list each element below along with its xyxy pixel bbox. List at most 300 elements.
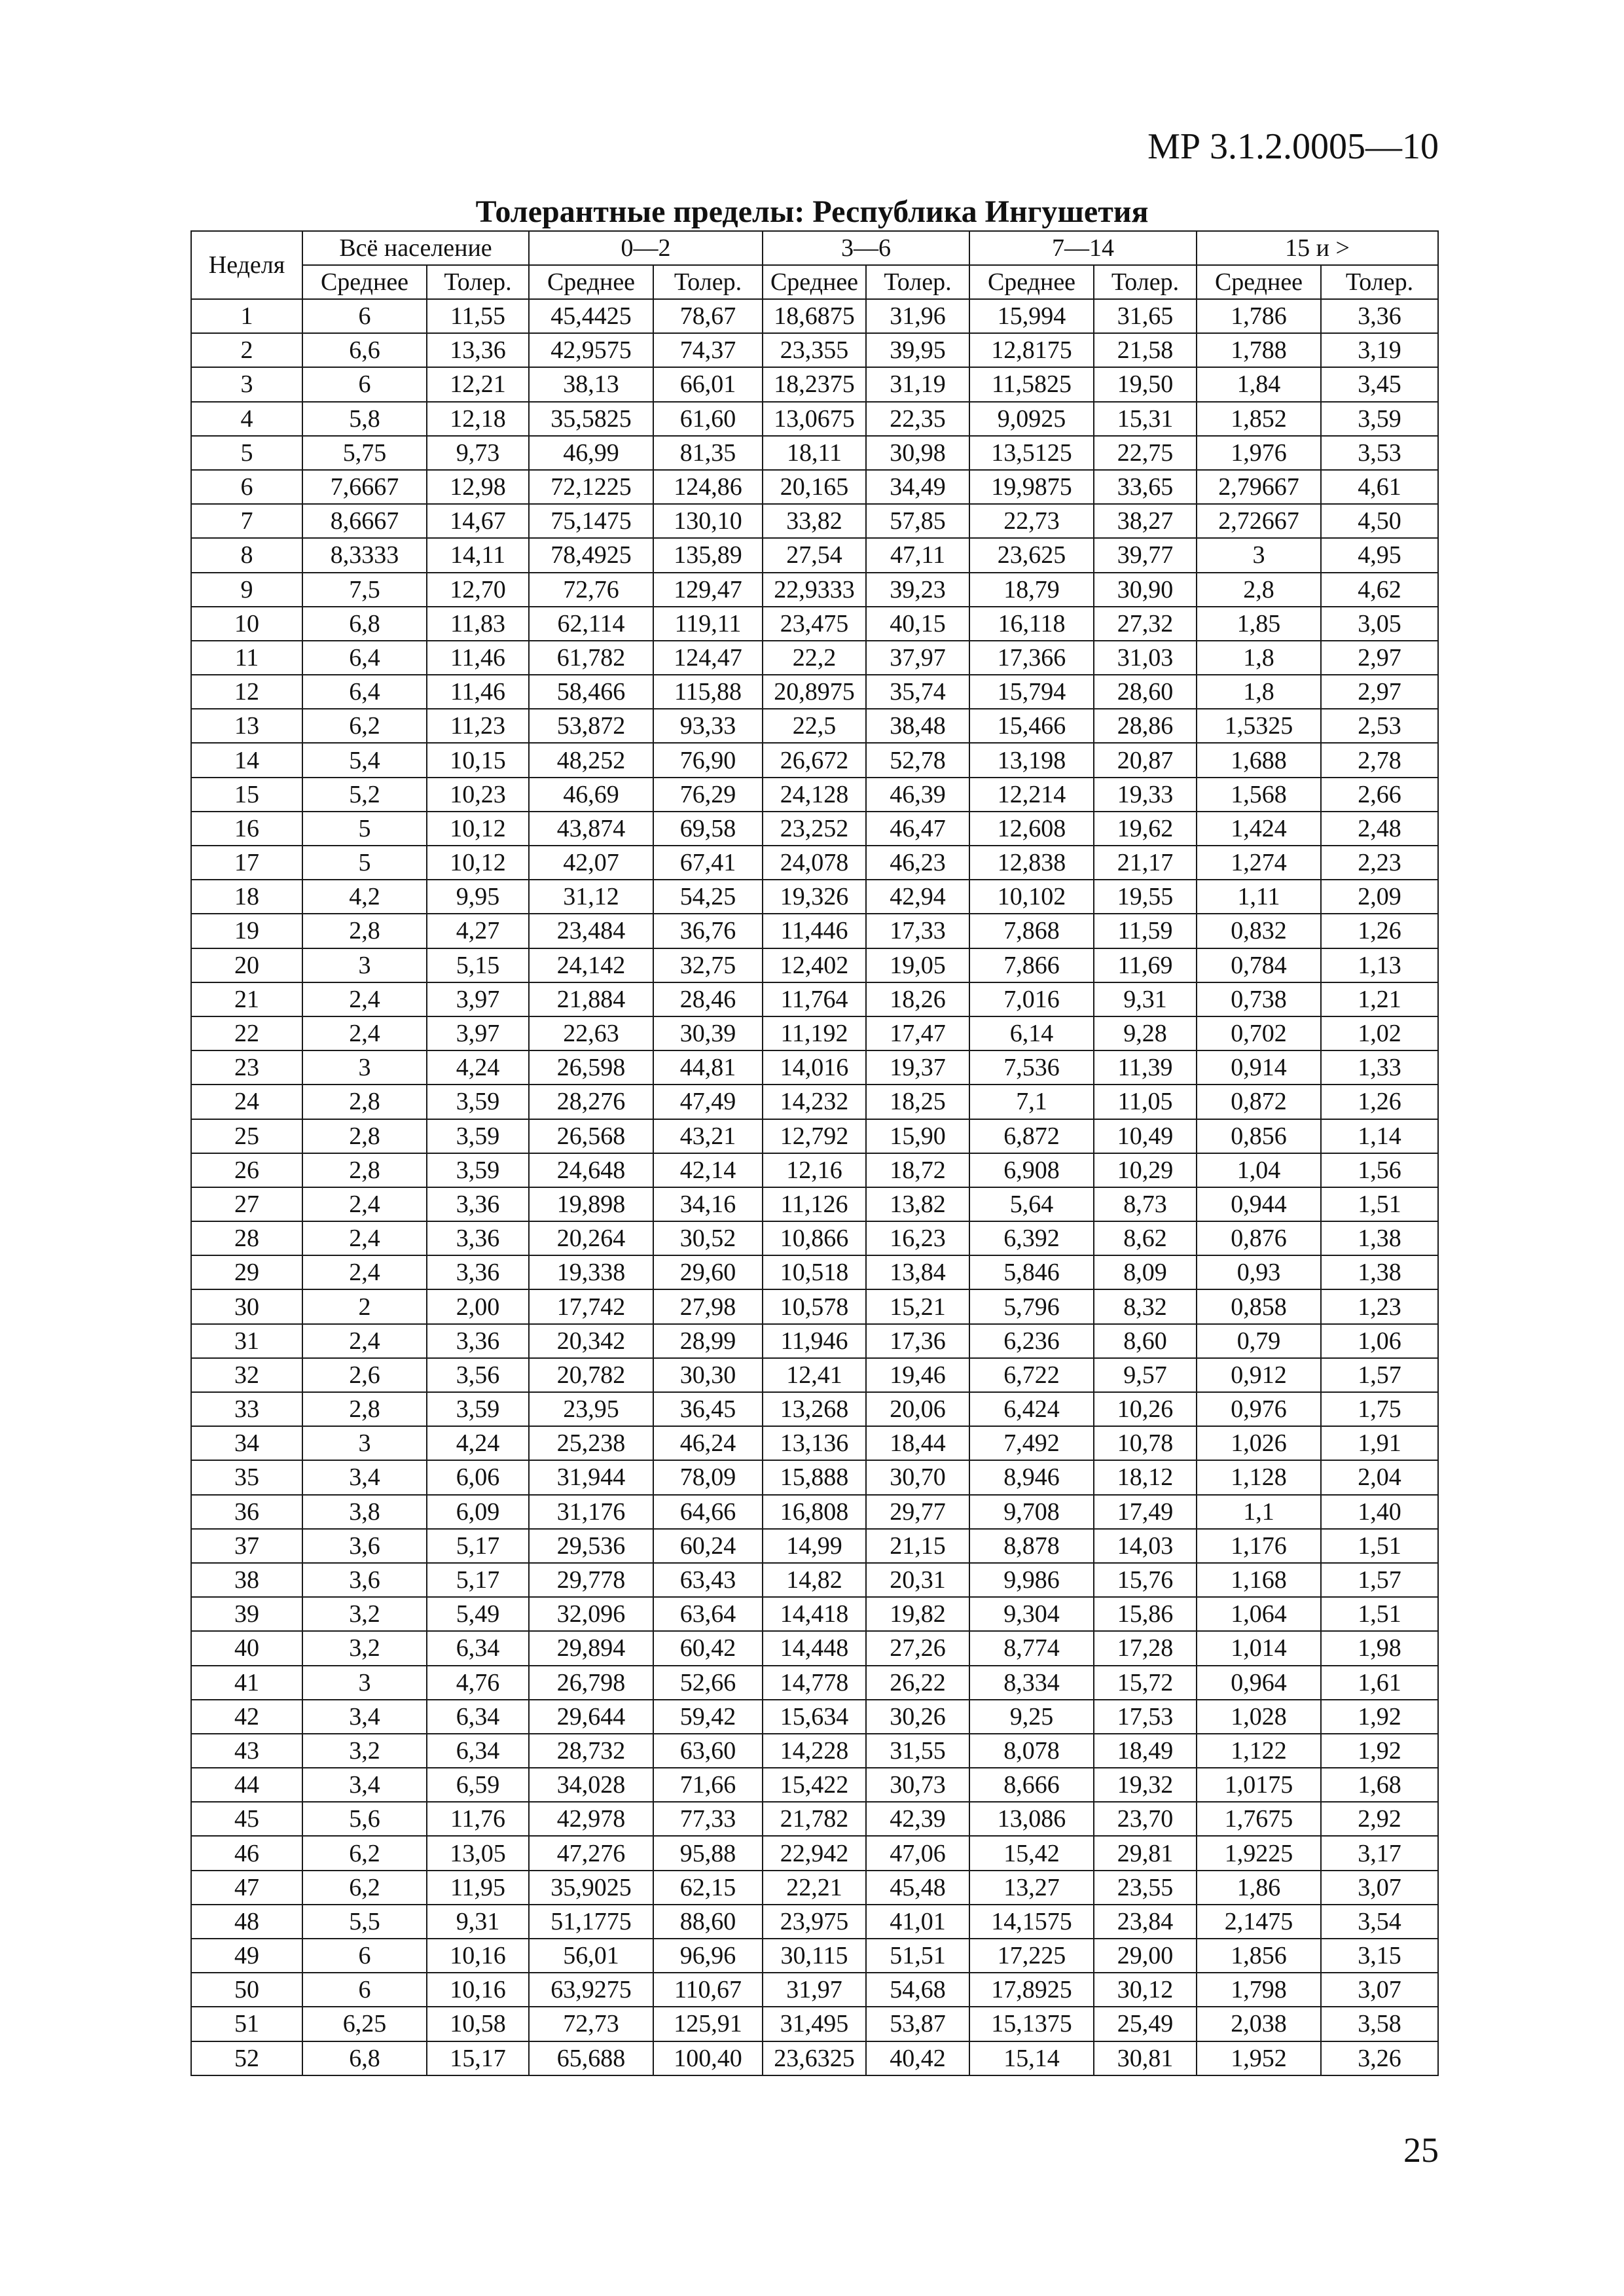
- value-cell: 1,61: [1321, 1666, 1438, 1700]
- value-cell: 20,782: [529, 1358, 653, 1392]
- value-cell: 5,17: [427, 1563, 529, 1597]
- value-cell: 42,39: [866, 1802, 969, 1836]
- value-cell: 19,82: [866, 1597, 969, 1631]
- value-cell: 0,702: [1197, 1016, 1321, 1050]
- value-cell: 5,64: [969, 1187, 1094, 1221]
- value-cell: 6,34: [427, 1700, 529, 1734]
- value-cell: 77,33: [653, 1802, 763, 1836]
- value-cell: 0,738: [1197, 982, 1321, 1016]
- value-cell: 10,518: [763, 1255, 866, 1289]
- value-cell: 15,794: [969, 675, 1094, 709]
- value-cell: 12,70: [427, 573, 529, 607]
- value-cell: 35,74: [866, 675, 969, 709]
- value-cell: 6,34: [427, 1631, 529, 1665]
- value-cell: 3,53: [1321, 436, 1438, 470]
- value-cell: 65,688: [529, 2041, 653, 2075]
- value-cell: 26,22: [866, 1666, 969, 1700]
- value-cell: 6: [302, 367, 427, 401]
- group-header: 0—2: [529, 231, 763, 265]
- table-row: [191, 1460, 1438, 1494]
- value-cell: 1,14: [1321, 1119, 1438, 1153]
- value-cell: 14,228: [763, 1734, 866, 1768]
- value-cell: 11,5825: [969, 367, 1094, 401]
- value-cell: 31,03: [1094, 641, 1197, 675]
- value-cell: 17,47: [866, 1016, 969, 1050]
- value-cell: 13,198: [969, 743, 1094, 777]
- value-cell: 9,95: [427, 880, 529, 914]
- value-cell: 4,76: [427, 1666, 529, 1700]
- table-row: [191, 573, 1438, 607]
- value-cell: 18,12: [1094, 1460, 1197, 1494]
- value-cell: 15,17: [427, 2041, 529, 2075]
- subheader: Толер.: [1321, 265, 1438, 299]
- table-row: [191, 1255, 1438, 1289]
- value-cell: 6,4: [302, 675, 427, 709]
- value-cell: 10,58: [427, 2007, 529, 2041]
- table-row: [191, 1495, 1438, 1529]
- week-cell: 30: [191, 1289, 302, 1323]
- value-cell: 17,53: [1094, 1700, 1197, 1734]
- value-cell: 6: [302, 299, 427, 333]
- value-cell: 1,856: [1197, 1939, 1321, 1973]
- value-cell: 2,8: [302, 1392, 427, 1426]
- value-cell: 9,986: [969, 1563, 1094, 1597]
- week-cell: 16: [191, 812, 302, 846]
- value-cell: 3,45: [1321, 367, 1438, 401]
- value-cell: 15,994: [969, 299, 1094, 333]
- value-cell: 15,76: [1094, 1563, 1197, 1597]
- value-cell: 51,1775: [529, 1905, 653, 1939]
- value-cell: 2,038: [1197, 2007, 1321, 2041]
- value-cell: 1,40: [1321, 1495, 1438, 1529]
- table-row: [191, 641, 1438, 675]
- value-cell: 22,35: [866, 402, 969, 436]
- table-row: [191, 2041, 1438, 2075]
- subheader: Толер.: [1094, 265, 1197, 299]
- week-cell: 38: [191, 1563, 302, 1597]
- week-cell: 27: [191, 1187, 302, 1221]
- value-cell: 14,418: [763, 1597, 866, 1631]
- value-cell: 5,4: [302, 743, 427, 777]
- value-cell: 3,07: [1321, 1871, 1438, 1905]
- value-cell: 63,60: [653, 1734, 763, 1768]
- value-cell: 1,92: [1321, 1700, 1438, 1734]
- value-cell: 2,00: [427, 1289, 529, 1323]
- value-cell: 24,078: [763, 846, 866, 880]
- value-cell: 5,6: [302, 1802, 427, 1836]
- value-cell: 37,97: [866, 641, 969, 675]
- value-cell: 1,57: [1321, 1358, 1438, 1392]
- value-cell: 9,31: [427, 1905, 529, 1939]
- value-cell: 1,122: [1197, 1734, 1321, 1768]
- value-cell: 6,6: [302, 333, 427, 367]
- value-cell: 51,51: [866, 1939, 969, 1973]
- table-row: [191, 1597, 1438, 1631]
- table-row: [191, 743, 1438, 777]
- value-cell: 33,82: [763, 504, 866, 538]
- value-cell: 6,392: [969, 1221, 1094, 1255]
- value-cell: 78,09: [653, 1460, 763, 1494]
- value-cell: 2,97: [1321, 641, 1438, 675]
- value-cell: 0,79: [1197, 1324, 1321, 1358]
- value-cell: 1,568: [1197, 778, 1321, 812]
- value-cell: 23,355: [763, 333, 866, 367]
- value-cell: 23,252: [763, 812, 866, 846]
- table-row: [191, 914, 1438, 948]
- value-cell: 3,17: [1321, 1836, 1438, 1870]
- value-cell: 2,53: [1321, 709, 1438, 743]
- value-cell: 6,908: [969, 1153, 1094, 1187]
- table-row: [191, 1734, 1438, 1768]
- week-cell: 42: [191, 1700, 302, 1734]
- table-row: [191, 470, 1438, 504]
- value-cell: 2,8: [302, 1119, 427, 1153]
- value-cell: 31,19: [866, 367, 969, 401]
- value-cell: 19,338: [529, 1255, 653, 1289]
- value-cell: 11,192: [763, 1016, 866, 1050]
- value-cell: 2,09: [1321, 880, 1438, 914]
- value-cell: 96,96: [653, 1939, 763, 1973]
- value-cell: 24,648: [529, 1153, 653, 1187]
- value-cell: 12,402: [763, 948, 866, 982]
- value-cell: 11,764: [763, 982, 866, 1016]
- value-cell: 95,88: [653, 1836, 763, 1870]
- value-cell: 18,6875: [763, 299, 866, 333]
- week-cell: 23: [191, 1050, 302, 1085]
- value-cell: 3,19: [1321, 333, 1438, 367]
- value-cell: 19,50: [1094, 367, 1197, 401]
- table-row: [191, 1085, 1438, 1119]
- value-cell: 1,84: [1197, 367, 1321, 401]
- value-cell: 23,484: [529, 914, 653, 948]
- table-row: [191, 880, 1438, 914]
- value-cell: 1,688: [1197, 743, 1321, 777]
- value-cell: 31,65: [1094, 299, 1197, 333]
- value-cell: 15,466: [969, 709, 1094, 743]
- value-cell: 3,36: [427, 1187, 529, 1221]
- value-cell: 6,2: [302, 1836, 427, 1870]
- value-cell: 3,36: [1321, 299, 1438, 333]
- week-cell: 46: [191, 1836, 302, 1870]
- value-cell: 1,852: [1197, 402, 1321, 436]
- value-cell: 1,176: [1197, 1529, 1321, 1563]
- table-row: [191, 1700, 1438, 1734]
- value-cell: 1,38: [1321, 1221, 1438, 1255]
- value-cell: 6,872: [969, 1119, 1094, 1153]
- value-cell: 8,878: [969, 1529, 1094, 1563]
- value-cell: 2: [302, 1289, 427, 1323]
- value-cell: 7,1: [969, 1085, 1094, 1119]
- value-cell: 6,424: [969, 1392, 1094, 1426]
- value-cell: 22,5: [763, 709, 866, 743]
- value-cell: 1,38: [1321, 1255, 1438, 1289]
- value-cell: 8,6667: [302, 504, 427, 538]
- value-cell: 3,4: [302, 1460, 427, 1494]
- value-cell: 18,26: [866, 982, 969, 1016]
- page-number: 25: [1403, 2130, 1439, 2170]
- week-cell: 25: [191, 1119, 302, 1153]
- week-cell: 34: [191, 1426, 302, 1460]
- week-cell: 48: [191, 1905, 302, 1939]
- value-cell: 5: [302, 812, 427, 846]
- value-cell: 1,68: [1321, 1768, 1438, 1802]
- value-cell: 6,14: [969, 1016, 1094, 1050]
- value-cell: 57,85: [866, 504, 969, 538]
- value-cell: 28,86: [1094, 709, 1197, 743]
- value-cell: 16,118: [969, 607, 1094, 641]
- value-cell: 1,85: [1197, 607, 1321, 641]
- value-cell: 1,21: [1321, 982, 1438, 1016]
- value-cell: 0,876: [1197, 1221, 1321, 1255]
- value-cell: 11,446: [763, 914, 866, 948]
- value-cell: 7,6667: [302, 470, 427, 504]
- value-cell: 11,39: [1094, 1050, 1197, 1085]
- value-cell: 67,41: [653, 846, 763, 880]
- value-cell: 27,26: [866, 1631, 969, 1665]
- value-cell: 7,536: [969, 1050, 1094, 1085]
- value-cell: 5,5: [302, 1905, 427, 1939]
- week-header: Неделя: [191, 231, 302, 299]
- value-cell: 42,14: [653, 1153, 763, 1187]
- value-cell: 35,9025: [529, 1871, 653, 1905]
- value-cell: 110,67: [653, 1973, 763, 2007]
- value-cell: 64,66: [653, 1495, 763, 1529]
- value-cell: 28,60: [1094, 675, 1197, 709]
- value-cell: 63,64: [653, 1597, 763, 1631]
- value-cell: 8,60: [1094, 1324, 1197, 1358]
- value-cell: 135,89: [653, 538, 763, 572]
- week-cell: 50: [191, 1973, 302, 2007]
- value-cell: 34,49: [866, 470, 969, 504]
- value-cell: 3,8: [302, 1495, 427, 1529]
- value-cell: 17,33: [866, 914, 969, 948]
- value-cell: 3,26: [1321, 2041, 1438, 2075]
- value-cell: 5,2: [302, 778, 427, 812]
- table-row: [191, 1426, 1438, 1460]
- value-cell: 78,4925: [529, 538, 653, 572]
- value-cell: 29,894: [529, 1631, 653, 1665]
- week-cell: 44: [191, 1768, 302, 1802]
- value-cell: 17,28: [1094, 1631, 1197, 1665]
- table-row: [191, 1187, 1438, 1221]
- value-cell: 11,46: [427, 675, 529, 709]
- value-cell: 3,05: [1321, 607, 1438, 641]
- value-cell: 7,866: [969, 948, 1094, 982]
- value-cell: 36,76: [653, 914, 763, 948]
- value-cell: 0,832: [1197, 914, 1321, 948]
- value-cell: 3: [302, 948, 427, 982]
- subheader: Среднее: [969, 265, 1094, 299]
- value-cell: 3,6: [302, 1563, 427, 1597]
- value-cell: 19,62: [1094, 812, 1197, 846]
- week-cell: 40: [191, 1631, 302, 1665]
- week-cell: 47: [191, 1871, 302, 1905]
- value-cell: 2,04: [1321, 1460, 1438, 1494]
- value-cell: 2,8: [302, 914, 427, 948]
- value-cell: 75,1475: [529, 504, 653, 538]
- value-cell: 23,55: [1094, 1871, 1197, 1905]
- value-cell: 1,8: [1197, 675, 1321, 709]
- table-row: [191, 778, 1438, 812]
- value-cell: 19,9875: [969, 470, 1094, 504]
- table-row: [191, 1324, 1438, 1358]
- value-cell: 4,61: [1321, 470, 1438, 504]
- value-cell: 1,798: [1197, 1973, 1321, 2007]
- value-cell: 17,742: [529, 1289, 653, 1323]
- value-cell: 1,57: [1321, 1563, 1438, 1597]
- document-code: МР 3.1.2.0005—10: [1147, 126, 1439, 167]
- value-cell: 46,23: [866, 846, 969, 880]
- value-cell: 1,92: [1321, 1734, 1438, 1768]
- value-cell: 2,4: [302, 1324, 427, 1358]
- value-cell: 43,21: [653, 1119, 763, 1153]
- group-header-row: [191, 231, 1438, 265]
- value-cell: 5: [302, 846, 427, 880]
- value-cell: 11,76: [427, 1802, 529, 1836]
- value-cell: 1,1: [1197, 1495, 1321, 1529]
- table-row: [191, 1631, 1438, 1665]
- value-cell: 48,252: [529, 743, 653, 777]
- value-cell: 119,11: [653, 607, 763, 641]
- value-cell: 17,36: [866, 1324, 969, 1358]
- value-cell: 15,72: [1094, 1666, 1197, 1700]
- value-cell: 5,796: [969, 1289, 1094, 1323]
- value-cell: 0,784: [1197, 948, 1321, 982]
- table-row: [191, 1016, 1438, 1050]
- value-cell: 38,13: [529, 367, 653, 401]
- value-cell: 3: [1197, 538, 1321, 572]
- value-cell: 4,62: [1321, 573, 1438, 607]
- value-cell: 1,26: [1321, 1085, 1438, 1119]
- value-cell: 11,83: [427, 607, 529, 641]
- value-cell: 13,27: [969, 1871, 1094, 1905]
- value-cell: 29,00: [1094, 1939, 1197, 1973]
- value-cell: 42,978: [529, 1802, 653, 1836]
- value-cell: 1,0175: [1197, 1768, 1321, 1802]
- value-cell: 15,42: [969, 1836, 1094, 1870]
- value-cell: 1,168: [1197, 1563, 1321, 1597]
- value-cell: 15,86: [1094, 1597, 1197, 1631]
- value-cell: 17,366: [969, 641, 1094, 675]
- subheader: Среднее: [1197, 265, 1321, 299]
- group-header: 7—14: [969, 231, 1197, 265]
- week-cell: 49: [191, 1939, 302, 1973]
- week-cell: 3: [191, 367, 302, 401]
- value-cell: 14,778: [763, 1666, 866, 1700]
- value-cell: 1,026: [1197, 1426, 1321, 1460]
- value-cell: 5,846: [969, 1255, 1094, 1289]
- value-cell: 1,064: [1197, 1597, 1321, 1631]
- subheader: Толер.: [427, 265, 529, 299]
- value-cell: 32,096: [529, 1597, 653, 1631]
- value-cell: 1,9225: [1197, 1836, 1321, 1870]
- table-row: [191, 1939, 1438, 1973]
- value-cell: 26,568: [529, 1119, 653, 1153]
- value-cell: 29,77: [866, 1495, 969, 1529]
- value-cell: 39,95: [866, 333, 969, 367]
- table-row: [191, 402, 1438, 436]
- value-cell: 11,69: [1094, 948, 1197, 982]
- value-cell: 60,24: [653, 1529, 763, 1563]
- value-cell: 28,732: [529, 1734, 653, 1768]
- value-cell: 93,33: [653, 709, 763, 743]
- value-cell: 33,65: [1094, 470, 1197, 504]
- value-cell: 23,6325: [763, 2041, 866, 2075]
- subheader: Толер.: [653, 265, 763, 299]
- value-cell: 31,176: [529, 1495, 653, 1529]
- value-cell: 10,78: [1094, 1426, 1197, 1460]
- value-cell: 31,96: [866, 299, 969, 333]
- value-cell: 31,495: [763, 2007, 866, 2041]
- value-cell: 8,3333: [302, 538, 427, 572]
- value-cell: 28,99: [653, 1324, 763, 1358]
- value-cell: 21,884: [529, 982, 653, 1016]
- value-cell: 6,34: [427, 1734, 529, 1768]
- table-row: [191, 538, 1438, 572]
- week-cell: 2: [191, 333, 302, 367]
- week-cell: 26: [191, 1153, 302, 1187]
- value-cell: 15,634: [763, 1700, 866, 1734]
- value-cell: 21,782: [763, 1802, 866, 1836]
- value-cell: 19,05: [866, 948, 969, 982]
- table-row: [191, 1666, 1438, 1700]
- value-cell: 9,73: [427, 436, 529, 470]
- value-cell: 45,4425: [529, 299, 653, 333]
- week-cell: 17: [191, 846, 302, 880]
- table-row: [191, 333, 1438, 367]
- value-cell: 21,17: [1094, 846, 1197, 880]
- value-cell: 29,81: [1094, 1836, 1197, 1870]
- value-cell: 71,66: [653, 1768, 763, 1802]
- value-cell: 16,808: [763, 1495, 866, 1529]
- value-cell: 27,54: [763, 538, 866, 572]
- value-cell: 20,87: [1094, 743, 1197, 777]
- value-cell: 11,05: [1094, 1085, 1197, 1119]
- value-cell: 40,42: [866, 2041, 969, 2075]
- value-cell: 29,778: [529, 1563, 653, 1597]
- value-cell: 18,49: [1094, 1734, 1197, 1768]
- value-cell: 21,58: [1094, 333, 1197, 367]
- value-cell: 10,12: [427, 812, 529, 846]
- value-cell: 8,666: [969, 1768, 1094, 1802]
- value-cell: 38,48: [866, 709, 969, 743]
- value-cell: 12,98: [427, 470, 529, 504]
- value-cell: 10,102: [969, 880, 1094, 914]
- value-cell: 1,11: [1197, 880, 1321, 914]
- table-row: [191, 675, 1438, 709]
- value-cell: 19,32: [1094, 1768, 1197, 1802]
- value-cell: 76,29: [653, 778, 763, 812]
- value-cell: 6,8: [302, 607, 427, 641]
- value-cell: 30,52: [653, 1221, 763, 1255]
- value-cell: 35,5825: [529, 402, 653, 436]
- value-cell: 1,128: [1197, 1460, 1321, 1494]
- value-cell: 21,15: [866, 1529, 969, 1563]
- value-cell: 1,86: [1197, 1871, 1321, 1905]
- value-cell: 18,2375: [763, 367, 866, 401]
- value-cell: 2,8: [302, 1085, 427, 1119]
- value-cell: 17,49: [1094, 1495, 1197, 1529]
- value-cell: 2,6: [302, 1358, 427, 1392]
- value-cell: 18,11: [763, 436, 866, 470]
- value-cell: 4,24: [427, 1050, 529, 1085]
- value-cell: 13,268: [763, 1392, 866, 1426]
- table-row: [191, 2007, 1438, 2041]
- week-cell: 29: [191, 1255, 302, 1289]
- value-cell: 31,12: [529, 880, 653, 914]
- value-cell: 2,79667: [1197, 470, 1321, 504]
- value-cell: 69,58: [653, 812, 763, 846]
